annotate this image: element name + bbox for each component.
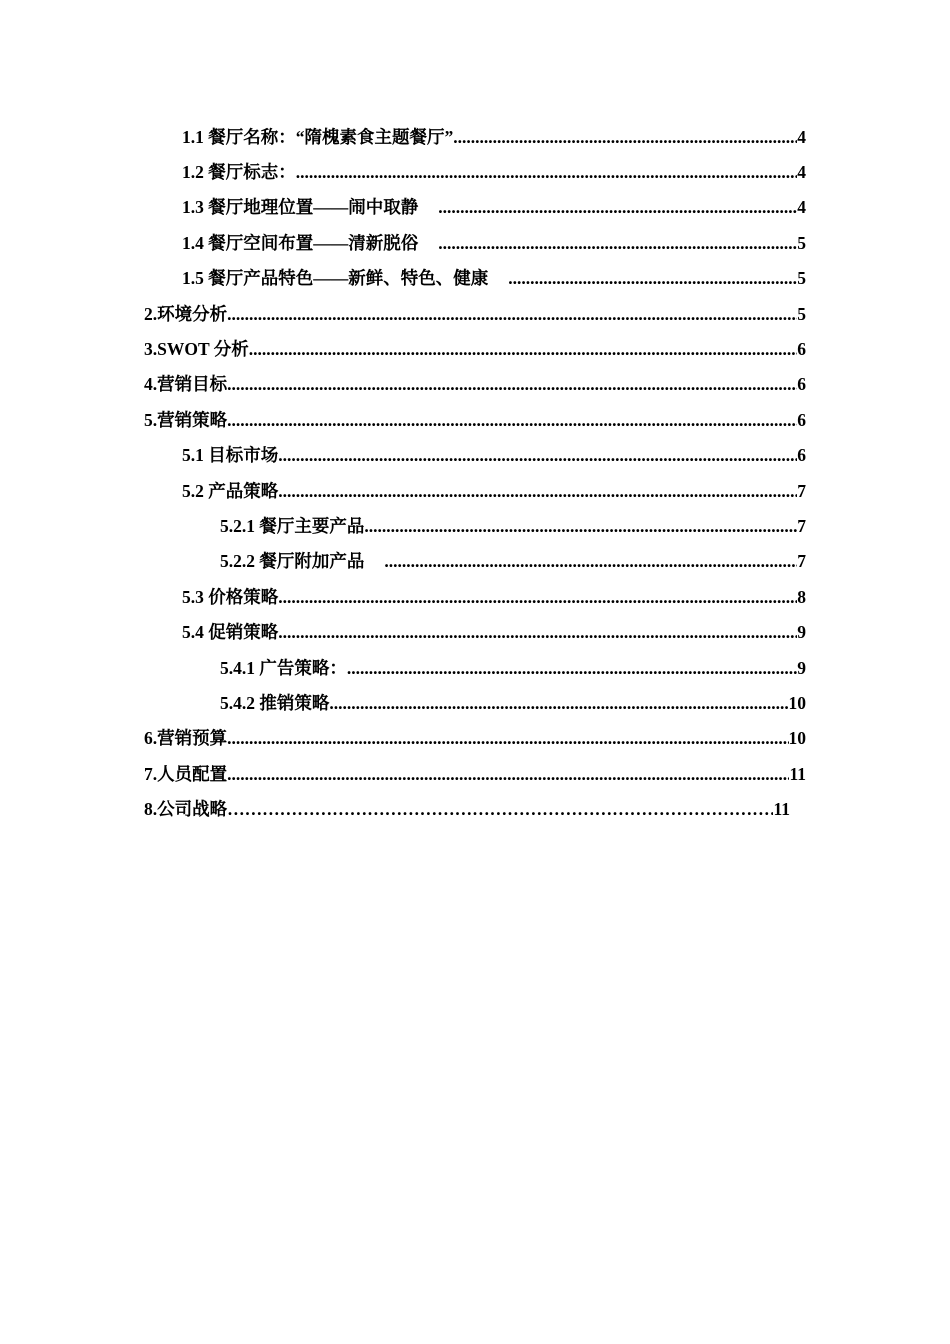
toc-dot-leader bbox=[329, 692, 788, 714]
toc-entry-title: 2.环境分析 bbox=[144, 303, 228, 324]
toc-dot-leader bbox=[278, 480, 797, 502]
toc-entry-5-2[interactable] bbox=[0, 473, 806, 508]
toc-entry-6[interactable] bbox=[0, 721, 806, 756]
toc-entry-title: 8.公司战略 bbox=[144, 799, 228, 820]
toc-entry-5-1[interactable] bbox=[0, 438, 806, 473]
toc-entry-1-5[interactable] bbox=[0, 261, 806, 296]
toc-entry-title: 6.营销预算 bbox=[144, 728, 228, 749]
toc-entry-1-2[interactable] bbox=[0, 154, 806, 189]
toc-page-number: 6 bbox=[797, 445, 806, 466]
toc-entry-1-1[interactable] bbox=[0, 119, 806, 154]
toc-page-number: 10 bbox=[788, 728, 806, 749]
toc-entry-title: 5.2.1 餐厅主要产品 bbox=[220, 515, 365, 536]
toc-entry-title: 1.1 餐厅名称：“隋槐素食主题餐厅” bbox=[182, 126, 454, 147]
toc-page-number: 11 bbox=[789, 763, 806, 784]
toc-dot-leader bbox=[438, 196, 797, 218]
toc-entry-title: 5.营销策略 bbox=[144, 409, 228, 430]
toc-entry-title: 1.4 餐厅空间布置——清新脱俗 bbox=[182, 232, 419, 253]
toc-entry-title: 1.5 餐厅产品特色——新鲜、特色、健康 bbox=[182, 268, 489, 289]
toc-entry-1-4[interactable] bbox=[0, 225, 806, 260]
toc-page-number: 8 bbox=[797, 586, 806, 607]
toc-page-number: 4 bbox=[797, 162, 806, 183]
toc-page-number: 7 bbox=[797, 551, 806, 572]
toc-dot-leader bbox=[453, 126, 797, 148]
toc-page-number: 9 bbox=[797, 657, 806, 678]
toc-page-number: 4 bbox=[797, 197, 806, 218]
toc-entry-title: 1.2 餐厅标志： bbox=[182, 162, 296, 183]
toc-dot-leader bbox=[278, 444, 797, 466]
toc-dot-leader bbox=[227, 303, 797, 325]
toc-entry-5-4-2[interactable] bbox=[0, 685, 806, 720]
toc-entry-title: 1.3 餐厅地理位置——闹中取静 bbox=[182, 197, 419, 218]
toc-page-number: 7 bbox=[797, 480, 806, 501]
toc-entry-5-4[interactable] bbox=[0, 614, 806, 649]
toc-page-number: 7 bbox=[797, 515, 806, 536]
toc-entry-title: 5.4.2 推销策略 bbox=[220, 692, 330, 713]
toc-entry-7[interactable] bbox=[0, 756, 806, 791]
toc-entry-3[interactable] bbox=[0, 331, 806, 366]
toc-dot-leader bbox=[227, 373, 797, 395]
toc-entry-5-2-1[interactable] bbox=[0, 508, 806, 543]
toc-dot-leader bbox=[347, 657, 797, 679]
toc-dot-leader bbox=[364, 515, 797, 537]
toc-page-number: 6 bbox=[797, 339, 806, 360]
toc-dot-leader bbox=[227, 409, 797, 431]
toc-entry-title: 5.3 价格策略 bbox=[182, 586, 279, 607]
toc-dot-leader bbox=[296, 161, 798, 183]
toc-entry-title: 3.SWOT 分析 bbox=[144, 339, 249, 360]
toc-page-number: 5 bbox=[797, 232, 806, 253]
toc-page-number: 9 bbox=[797, 622, 806, 643]
toc-entry-2[interactable] bbox=[0, 296, 806, 331]
toc-dot-leader bbox=[438, 232, 797, 254]
toc-page-number: 4 bbox=[797, 126, 806, 147]
toc-entry-title: 5.4.1 广告策略： bbox=[220, 657, 347, 678]
toc-dot-leader bbox=[278, 586, 797, 608]
toc-entry-title: 4.营销目标 bbox=[144, 374, 228, 395]
toc-entry-title: 5.2.2 餐厅附加产品 bbox=[220, 551, 365, 572]
toc-entry-title: 7.人员配置 bbox=[144, 763, 228, 784]
toc-entry-title: 5.4 促销策略 bbox=[182, 622, 279, 643]
toc-entry-4[interactable] bbox=[0, 367, 806, 402]
toc-dot-leader bbox=[508, 267, 797, 289]
toc-entry-title: 5.1 目标市场 bbox=[182, 445, 279, 466]
toc-entry-8[interactable] bbox=[0, 791, 790, 826]
toc-page-number: 10 bbox=[788, 692, 806, 713]
toc-entry-1-3[interactable] bbox=[0, 190, 806, 225]
toc-entry-5-3[interactable] bbox=[0, 579, 806, 614]
toc-page-number: 5 bbox=[797, 303, 806, 324]
toc-entry-5-2-2[interactable] bbox=[0, 544, 806, 579]
toc-dot-leader bbox=[227, 763, 789, 785]
toc-page-number: 5 bbox=[797, 268, 806, 289]
toc-page-number: 6 bbox=[797, 409, 806, 430]
toc-page-number: 6 bbox=[797, 374, 806, 395]
toc-dot-leader bbox=[227, 727, 788, 749]
toc-dot-leader bbox=[249, 338, 798, 360]
toc-dot-leader bbox=[278, 621, 797, 643]
table-of-contents bbox=[0, 119, 950, 827]
toc-entry-5-4-1[interactable] bbox=[0, 650, 806, 685]
toc-entry-title: 5.2 产品策略 bbox=[182, 480, 279, 501]
toc-dot-leader bbox=[384, 550, 797, 572]
toc-entry-5[interactable] bbox=[0, 402, 806, 437]
toc-dot-leader bbox=[227, 798, 773, 820]
toc-page-number: 11 bbox=[773, 799, 790, 820]
